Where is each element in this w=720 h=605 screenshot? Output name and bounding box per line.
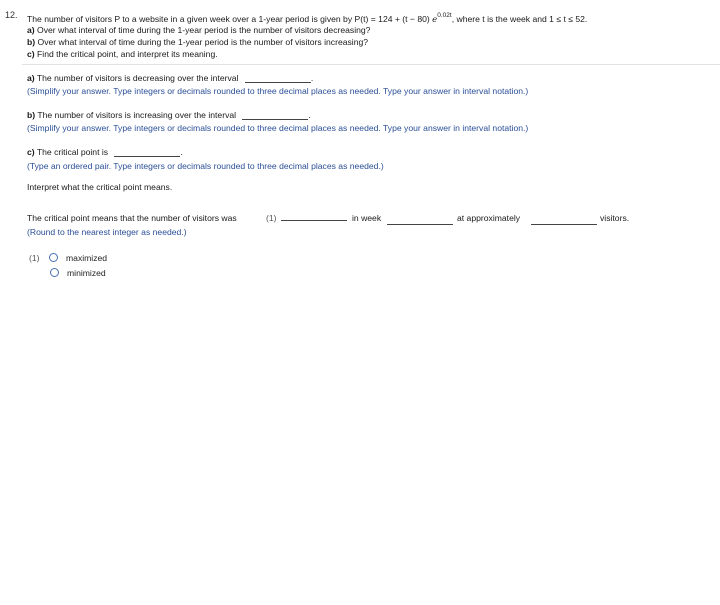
meaning-hint: (Round to the nearest integer as needed.) — [27, 227, 187, 237]
visitors-input[interactable] — [531, 213, 597, 225]
sub-question-a: a) Over what interval of time during the 1-year period is the number of visitors decreasing? — [27, 25, 371, 35]
meaning-text-3: at approximately — [457, 213, 521, 223]
meaning-text-2: in week — [352, 213, 382, 223]
part-a-row: a) The number of visitors is decreasing over the interval . — [27, 73, 314, 83]
divider — [22, 64, 720, 65]
sub-question-b: b) Over what interval of time during the 1-year period is the number of visitors increasing? — [27, 37, 369, 47]
meaning-text-4: visitors. — [600, 213, 630, 223]
part-c-hint: (Type an ordered pair. Type integers or decimals rounded to three decimal places as needed.) — [27, 161, 384, 171]
part-a-answer-input[interactable] — [245, 72, 311, 83]
options-tag: (1) — [29, 253, 40, 263]
e-symbol: e — [432, 15, 438, 25]
part-c-row: c) The critical point is . — [27, 147, 183, 157]
part-b-row: b) The number of visitors is increasing over the interval . — [27, 110, 311, 120]
sub-question-c: c) Find the critical point, and interpret its meaning. — [27, 49, 218, 59]
exponent: 0.02t — [437, 12, 452, 19]
option-maximized-label[interactable]: maximized — [66, 253, 108, 263]
part-b-answer-input[interactable] — [242, 109, 308, 120]
meaning-text-1: The critical point means that the number of visitors was — [27, 213, 237, 223]
meaning-dropdown[interactable] — [281, 209, 347, 221]
interpret-prompt: Interpret what the critical point means. — [27, 182, 173, 192]
part-a-hint: (Simplify your answer. Type integers or decimals rounded to three decimal places as needed. Type your answer in interval notation.) — [27, 86, 529, 96]
question-statement — [27, 12, 587, 25]
part-c-answer-input[interactable] — [114, 146, 180, 157]
dropdown-tag: (1) — [266, 213, 277, 223]
radio-maximized[interactable] — [49, 253, 58, 262]
option-minimized-label[interactable]: minimized — [67, 268, 106, 278]
radio-minimized[interactable] — [50, 268, 59, 277]
statement-post: , where t is the week and 1 ≤ t ≤ 52. — [451, 14, 588, 24]
week-input[interactable] — [387, 213, 453, 225]
part-b-hint: (Simplify your answer. Type integers or decimals rounded to three decimal places as needed. Type your answer in interval notation.) — [27, 123, 529, 133]
question-number: 12. — [5, 10, 18, 20]
statement-pre: The number of visitors P to a website in a given week over a 1-year period is given by P(t) = 124 + (t − 80) — [27, 14, 433, 24]
